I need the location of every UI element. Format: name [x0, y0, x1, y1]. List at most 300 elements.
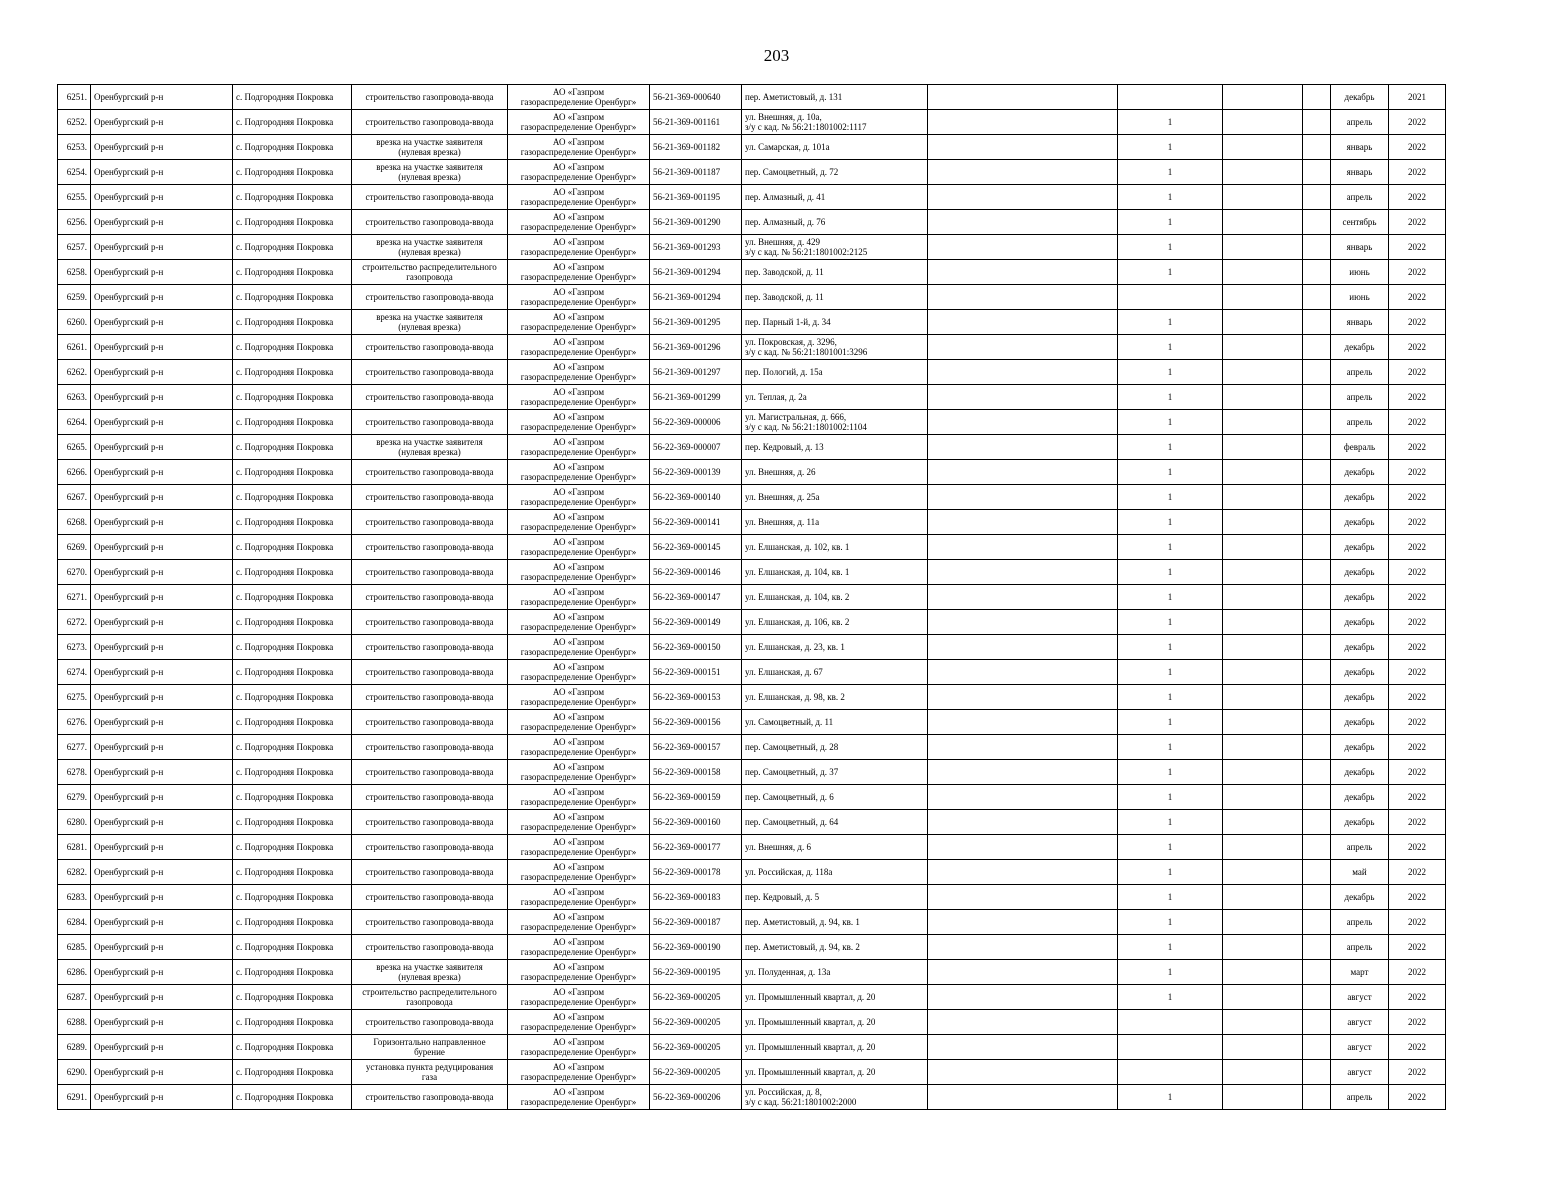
- cell-text: Оренбургский р-н: [94, 1017, 164, 1027]
- cell-text: 56-22-369-000159: [653, 792, 721, 802]
- cell-row-number: [58, 635, 91, 660]
- cell-text: август: [1347, 1067, 1372, 1077]
- org-line-2: газораспределение Оренбург»: [520, 497, 637, 507]
- cell-district: [91, 185, 233, 210]
- cell-year: [1389, 385, 1446, 410]
- cell-col-empty-3: [1303, 1035, 1331, 1060]
- cell-text: 56-21-369-001299: [653, 392, 721, 402]
- org-line-1: АО «Газпром: [552, 762, 605, 772]
- cell-district: [91, 435, 233, 460]
- table-row: [58, 585, 1446, 610]
- org-line-1: АО «Газпром: [552, 187, 605, 197]
- cell-object-count: [1118, 235, 1223, 260]
- cell-organization: [508, 160, 650, 185]
- cell-col-empty-2: [1223, 760, 1303, 785]
- cell-text: январь: [1346, 242, 1373, 252]
- cell-month: [1331, 785, 1389, 810]
- cell-text: 2022: [1408, 217, 1426, 227]
- cell-col-empty-2: [1223, 335, 1303, 360]
- cell-text: врезка на участке заявителя: [376, 312, 483, 322]
- cell-text: 6280.: [66, 817, 87, 827]
- cell-text: 1: [1167, 867, 1173, 877]
- cell-application-number: [650, 1060, 742, 1085]
- cell-col-empty-1: [928, 160, 1118, 185]
- cell-application-number: [650, 135, 742, 160]
- cell-year: [1389, 835, 1446, 860]
- cell-month: [1331, 235, 1389, 260]
- cell-col-empty-3: [1303, 160, 1331, 185]
- cell-text: Оренбургский р-н: [94, 142, 164, 152]
- table-row: [58, 860, 1446, 885]
- cell-text: строительство газопровода-ввода: [365, 1092, 494, 1102]
- cell-text: Оренбургский р-н: [94, 92, 164, 102]
- cell-text: 6278.: [66, 767, 87, 777]
- cell-object-count: [1118, 985, 1223, 1010]
- org-line-2: газораспределение Оренбург»: [520, 1022, 637, 1032]
- cell-text: 6265.: [66, 442, 87, 452]
- cell-text: декабрь: [1344, 617, 1375, 627]
- cell-text: 1: [1167, 842, 1173, 852]
- cell-text: 1: [1167, 1092, 1173, 1102]
- cell-text: Оренбургский р-н: [94, 167, 164, 177]
- cell-work-type: [352, 610, 508, 635]
- cell-district: [91, 860, 233, 885]
- cell-text: ул. Промышленный квартал, д. 20: [745, 1017, 876, 1027]
- cell-text: 1: [1167, 192, 1173, 202]
- cell-organization: [508, 135, 650, 160]
- cell-district: [91, 485, 233, 510]
- cell-row-number: [58, 885, 91, 910]
- cell-text: с. Подгородняя Покровка: [236, 1092, 334, 1102]
- cell-text: апрель: [1346, 942, 1373, 952]
- table-row: [58, 535, 1446, 560]
- cell-district: [91, 135, 233, 160]
- cell-text: 2022: [1408, 967, 1426, 977]
- cell-text: (нулевая врезка): [398, 247, 461, 257]
- cell-settlement: [233, 410, 352, 435]
- cell-text: 6269.: [66, 542, 87, 552]
- cell-year: [1389, 735, 1446, 760]
- org-line-1: АО «Газпром: [552, 962, 605, 972]
- cell-row-number: [58, 1035, 91, 1060]
- cell-col-empty-1: [928, 560, 1118, 585]
- cell-organization: [508, 460, 650, 485]
- cell-month: [1331, 760, 1389, 785]
- cell-month: [1331, 810, 1389, 835]
- cell-district: [91, 935, 233, 960]
- cell-application-number: [650, 710, 742, 735]
- cell-text: (нулевая врезка): [398, 322, 461, 332]
- cell-text: ул. Елшанская, д. 98, кв. 2: [745, 692, 845, 702]
- cell-text: 56-22-369-000151: [653, 667, 721, 677]
- org-line-2: газораспределение Оренбург»: [520, 847, 637, 857]
- table-row: [58, 110, 1446, 135]
- cell-text: Оренбургский р-н: [94, 567, 164, 577]
- cell-col-empty-3: [1303, 110, 1331, 135]
- cell-text: пер. Заводской, д. 11: [745, 292, 824, 302]
- cell-text: с. Подгородняя Покровка: [236, 1017, 334, 1027]
- cell-text: Оренбургский р-н: [94, 517, 164, 527]
- cell-text: декабрь: [1344, 592, 1375, 602]
- cell-year: [1389, 660, 1446, 685]
- cell-col-empty-3: [1303, 660, 1331, 685]
- cell-work-type: [352, 760, 508, 785]
- cell-text: 56-22-369-000157: [653, 742, 721, 752]
- cell-text: апрель: [1346, 192, 1373, 202]
- cell-work-type: [352, 335, 508, 360]
- org-line-2: газораспределение Оренбург»: [520, 872, 637, 882]
- table-row: [58, 885, 1446, 910]
- cell-text: с. Подгородняя Покровка: [236, 567, 334, 577]
- org-line-2: газораспределение Оренбург»: [520, 722, 637, 732]
- cell-text: декабрь: [1344, 717, 1375, 727]
- cell-year: [1389, 760, 1446, 785]
- cell-object-count: [1118, 735, 1223, 760]
- cell-text: 6256.: [66, 217, 87, 227]
- cell-text: 6287.: [66, 992, 87, 1002]
- cell-text: август: [1347, 992, 1372, 1002]
- cell-text: 2022: [1408, 567, 1426, 577]
- cell-text: 1: [1167, 667, 1173, 677]
- cell-text: ул. Российская, д. 8,: [745, 1087, 822, 1097]
- cell-text: 2022: [1408, 792, 1426, 802]
- cell-object-count: [1118, 510, 1223, 535]
- cell-text: с. Подгородняя Покровка: [236, 267, 334, 277]
- org-line-1: АО «Газпром: [552, 287, 605, 297]
- cell-text: строительство газопровода-ввода: [365, 342, 494, 352]
- cell-text: 2022: [1408, 1092, 1426, 1102]
- cell-text: 6288.: [66, 1017, 87, 1027]
- cell-district: [91, 110, 233, 135]
- cell-object-count: [1118, 435, 1223, 460]
- cell-text: 56-21-369-001294: [653, 292, 721, 302]
- cell-year: [1389, 585, 1446, 610]
- cell-work-type: [352, 535, 508, 560]
- cell-row-number: [58, 135, 91, 160]
- cell-col-empty-2: [1223, 710, 1303, 735]
- cell-text: 56-21-369-001195: [653, 192, 721, 202]
- cell-application-number: [650, 835, 742, 860]
- cell-text: 1: [1167, 317, 1173, 327]
- cell-text: ул. Елшанская, д. 104, кв. 2: [745, 592, 850, 602]
- cell-text: 1: [1167, 567, 1173, 577]
- cell-col-empty-1: [928, 1060, 1118, 1085]
- cell-text: 6261.: [66, 342, 87, 352]
- cell-work-type: [352, 435, 508, 460]
- org-line-1: АО «Газпром: [552, 787, 605, 797]
- cell-work-type: [352, 110, 508, 135]
- cell-text: (нулевая врезка): [398, 447, 461, 457]
- cell-text: Оренбургский р-н: [94, 492, 164, 502]
- table-row: [58, 135, 1446, 160]
- cell-month: [1331, 160, 1389, 185]
- cell-col-empty-1: [928, 610, 1118, 635]
- cell-application-number: [650, 360, 742, 385]
- cell-district: [91, 235, 233, 260]
- cell-address: [742, 685, 928, 710]
- cell-text: Оренбургский р-н: [94, 467, 164, 477]
- cell-col-empty-1: [928, 760, 1118, 785]
- cell-text: бурение: [414, 1047, 445, 1057]
- cell-organization: [508, 760, 650, 785]
- org-line-2: газораспределение Оренбург»: [520, 272, 637, 282]
- cell-text: ул. Елшанская, д. 106, кв. 2: [745, 617, 850, 627]
- cell-text: декабрь: [1344, 642, 1375, 652]
- cell-text: с. Подгородняя Покровка: [236, 367, 334, 377]
- cell-district: [91, 410, 233, 435]
- cell-application-number: [650, 1085, 742, 1110]
- cell-text: 2022: [1408, 842, 1426, 852]
- cell-year: [1389, 635, 1446, 660]
- cell-text: 1: [1167, 117, 1173, 127]
- cell-text: Оренбургский р-н: [94, 367, 164, 377]
- cell-text: 1: [1167, 642, 1173, 652]
- cell-col-empty-1: [928, 985, 1118, 1010]
- cell-district: [91, 1060, 233, 1085]
- cell-organization: [508, 1035, 650, 1060]
- cell-row-number: [58, 285, 91, 310]
- cell-text: июнь: [1349, 292, 1370, 302]
- cell-col-empty-2: [1223, 85, 1303, 110]
- cell-organization: [508, 260, 650, 285]
- cell-text: декабрь: [1344, 792, 1375, 802]
- cell-col-empty-2: [1223, 460, 1303, 485]
- cell-text: 1: [1167, 892, 1173, 902]
- cell-text: ул. Внешняя, д. 26: [745, 467, 816, 477]
- cell-row-number: [58, 835, 91, 860]
- cell-text: с. Подгородняя Покровка: [236, 467, 334, 477]
- cell-text: 2022: [1408, 692, 1426, 702]
- cell-work-type: [352, 885, 508, 910]
- cell-text: Оренбургский р-н: [94, 842, 164, 852]
- cell-object-count: [1118, 585, 1223, 610]
- cell-month: [1331, 110, 1389, 135]
- cell-text: 1: [1167, 167, 1173, 177]
- cell-text: 2022: [1408, 1067, 1426, 1077]
- cell-text: 6268.: [66, 517, 87, 527]
- cell-row-number: [58, 760, 91, 785]
- cell-object-count: [1118, 610, 1223, 635]
- cell-row-number: [58, 85, 91, 110]
- cell-text: врезка на участке заявителя: [376, 437, 483, 447]
- cell-application-number: [650, 510, 742, 535]
- cell-text: январь: [1346, 167, 1373, 177]
- cell-text: с. Подгородняя Покровка: [236, 692, 334, 702]
- cell-organization: [508, 560, 650, 585]
- cell-year: [1389, 810, 1446, 835]
- cell-text: 1: [1167, 742, 1173, 752]
- cell-text: врезка на участке заявителя: [376, 962, 483, 972]
- cell-year: [1389, 310, 1446, 335]
- org-line-2: газораспределение Оренбург»: [520, 147, 637, 157]
- cell-text: строительство газопровода-ввода: [365, 292, 494, 302]
- cell-district: [91, 635, 233, 660]
- cell-address: [742, 410, 928, 435]
- cell-text: газопровода: [406, 272, 453, 282]
- cell-text: ул. Самоцветный, д. 11: [745, 717, 834, 727]
- org-line-2: газораспределение Оренбург»: [520, 222, 637, 232]
- cell-object-count: [1118, 660, 1223, 685]
- cell-year: [1389, 85, 1446, 110]
- cell-text: Оренбургский р-н: [94, 542, 164, 552]
- cell-organization: [508, 885, 650, 910]
- cell-text: 6275.: [66, 692, 87, 702]
- org-line-1: АО «Газпром: [552, 362, 605, 372]
- cell-col-empty-3: [1303, 910, 1331, 935]
- cell-object-count: [1118, 185, 1223, 210]
- cell-year: [1389, 785, 1446, 810]
- org-line-1: АО «Газпром: [552, 437, 605, 447]
- cell-year: [1389, 410, 1446, 435]
- cell-application-number: [650, 685, 742, 710]
- cell-col-empty-3: [1303, 885, 1331, 910]
- cell-object-count: [1118, 410, 1223, 435]
- cell-text: Оренбургский р-н: [94, 692, 164, 702]
- cell-text: газопровода: [406, 997, 453, 1007]
- cell-text: Оренбургский р-н: [94, 642, 164, 652]
- cell-text: 56-22-369-000187: [653, 917, 721, 927]
- org-line-2: газораспределение Оренбург»: [520, 547, 637, 557]
- cell-col-empty-1: [928, 1035, 1118, 1060]
- cell-application-number: [650, 85, 742, 110]
- cell-col-empty-3: [1303, 785, 1331, 810]
- cell-year: [1389, 110, 1446, 135]
- cell-text: декабрь: [1344, 892, 1375, 902]
- table-row: [58, 835, 1446, 860]
- cell-text: строительство газопровода-ввода: [365, 942, 494, 952]
- cell-text: Оренбургский р-н: [94, 192, 164, 202]
- cell-text: Оренбургский р-н: [94, 117, 164, 127]
- cell-text: 2022: [1408, 292, 1426, 302]
- cell-application-number: [650, 585, 742, 610]
- cell-work-type: [352, 935, 508, 960]
- cell-text: 1: [1167, 267, 1173, 277]
- table-row: [58, 810, 1446, 835]
- cell-col-empty-2: [1223, 535, 1303, 560]
- cell-text: 1: [1167, 517, 1173, 527]
- cell-district: [91, 960, 233, 985]
- cell-col-empty-1: [928, 585, 1118, 610]
- cell-object-count: [1118, 1060, 1223, 1085]
- cell-work-type: [352, 585, 508, 610]
- cell-text: 56-22-369-000146: [653, 567, 721, 577]
- org-line-1: АО «Газпром: [552, 1012, 605, 1022]
- cell-text: 56-22-369-000205: [653, 1017, 721, 1027]
- cell-text: 56-22-369-000205: [653, 1067, 721, 1077]
- cell-col-empty-1: [928, 85, 1118, 110]
- cell-text: 6271.: [66, 592, 87, 602]
- cell-text: 6290.: [66, 1067, 87, 1077]
- cell-text: установка пункта редуцирования: [365, 1062, 494, 1072]
- cell-organization: [508, 235, 650, 260]
- cell-text: 56-22-369-000139: [653, 467, 721, 477]
- table-row: [58, 635, 1446, 660]
- cell-text: с. Подгородняя Покровка: [236, 317, 334, 327]
- cell-address: [742, 835, 928, 860]
- cell-text: 2022: [1408, 192, 1426, 202]
- org-line-2: газораспределение Оренбург»: [520, 422, 637, 432]
- cell-text: пер. Парный 1-й, д. 34: [745, 317, 831, 327]
- cell-row-number: [58, 1085, 91, 1110]
- cell-month: [1331, 635, 1389, 660]
- cell-col-empty-3: [1303, 510, 1331, 535]
- org-line-1: АО «Газпром: [552, 712, 605, 722]
- cell-text: с. Подгородняя Покровка: [236, 442, 334, 452]
- cell-text: 56-21-369-000640: [653, 92, 721, 102]
- cell-text: 2022: [1408, 992, 1426, 1002]
- cell-row-number: [58, 435, 91, 460]
- cell-text: пер. Самоцветный, д. 72: [745, 167, 839, 177]
- cell-year: [1389, 485, 1446, 510]
- org-line-1: АО «Газпром: [552, 537, 605, 547]
- cell-work-type: [352, 185, 508, 210]
- cell-text: 6252.: [66, 117, 87, 127]
- cell-object-count: [1118, 160, 1223, 185]
- cell-year: [1389, 560, 1446, 585]
- cell-application-number: [650, 610, 742, 635]
- cell-text: врезка на участке заявителя: [376, 137, 483, 147]
- cell-text: Оренбургский р-н: [94, 942, 164, 952]
- cell-text: строительство газопровода-ввода: [365, 192, 494, 202]
- cell-text: 1: [1167, 817, 1173, 827]
- cell-district: [91, 685, 233, 710]
- cell-col-empty-1: [928, 185, 1118, 210]
- cell-address: [742, 935, 928, 960]
- org-line-2: газораспределение Оренбург»: [520, 672, 637, 682]
- cell-text: 2022: [1408, 667, 1426, 677]
- org-line-1: АО «Газпром: [552, 612, 605, 622]
- cell-text: с. Подгородняя Покровка: [236, 92, 334, 102]
- cell-object-count: [1118, 85, 1223, 110]
- cell-organization: [508, 1060, 650, 1085]
- table-row: [58, 660, 1446, 685]
- cell-text: 1: [1167, 217, 1173, 227]
- cell-text: строительство газопровода-ввода: [365, 717, 494, 727]
- cell-text: строительство газопровода-ввода: [365, 742, 494, 752]
- cell-district: [91, 535, 233, 560]
- cell-application-number: [650, 435, 742, 460]
- cell-organization: [508, 535, 650, 560]
- cell-text: с. Подгородняя Покровка: [236, 1042, 334, 1052]
- cell-col-empty-1: [928, 660, 1118, 685]
- cell-text: 6257.: [66, 242, 87, 252]
- cell-address: [742, 985, 928, 1010]
- table-row: [58, 610, 1446, 635]
- cell-address: [742, 1060, 928, 1085]
- cell-text: строительство газопровода-ввода: [365, 217, 494, 227]
- org-line-1: АО «Газпром: [552, 912, 605, 922]
- cell-address: [742, 285, 928, 310]
- cell-month: [1331, 385, 1389, 410]
- cell-text: з/у с кад. № 56:21:1801002:1104: [745, 422, 867, 432]
- cell-district: [91, 285, 233, 310]
- cell-text: 56-22-369-000149: [653, 617, 721, 627]
- cell-year: [1389, 610, 1446, 635]
- cell-address: [742, 660, 928, 685]
- cell-settlement: [233, 210, 352, 235]
- cell-text: с. Подгородняя Покровка: [236, 417, 334, 427]
- cell-text: Оренбургский р-н: [94, 992, 164, 1002]
- cell-application-number: [650, 210, 742, 235]
- cell-col-empty-1: [928, 260, 1118, 285]
- cell-col-empty-3: [1303, 1060, 1331, 1085]
- cell-work-type: [352, 135, 508, 160]
- cell-text: строительство газопровода-ввода: [365, 817, 494, 827]
- cell-text: 2022: [1408, 592, 1426, 602]
- cell-text: пер. Самоцветный, д. 64: [745, 817, 839, 827]
- cell-text: 2022: [1408, 1042, 1426, 1052]
- org-line-2: газораспределение Оренбург»: [520, 1097, 637, 1107]
